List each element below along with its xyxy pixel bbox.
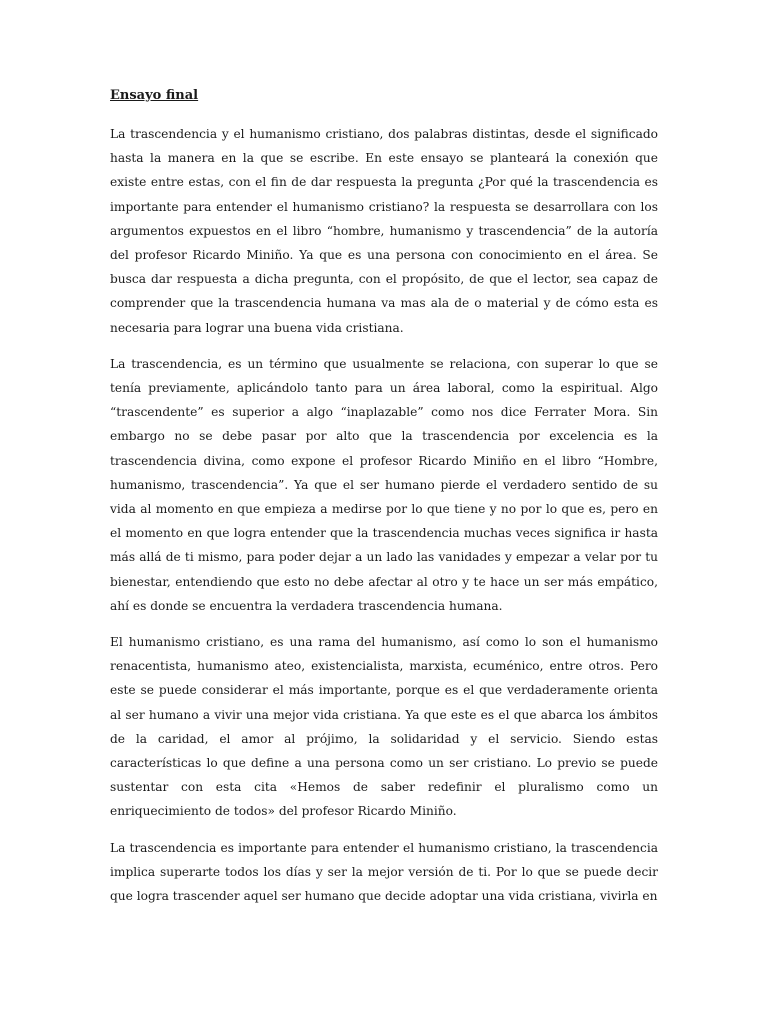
- document-title: Ensayo final: [110, 88, 199, 103]
- paragraph-3: El humanismo cristiano, es una rama del humanismo, así como lo son el humanismo renacentista, humanismo ateo, existencialista, marxista, ecuménico, entre otros. Pero este se puede considerar el más importante, porque es el que verdaderamente orienta al ser humano a vivir una mejor vida cristiana. Ya que este es el que abarca los ámbitos de la caridad, el amor al prójimo, la solidaridad y el servicio. Siendo estas características lo que define a una persona como un ser cristiano. Lo previo se puede sustentar con esta cita «Hemos de saber redefinir el pluralismo como un enriquecimiento de todos» del profesor Ricardo Miniño.: [110, 635, 658, 819]
- paragraph-2: La trascendencia, es un término que usualmente se relaciona, con superar lo que se tenía previamente, aplicándolo tanto para un área laboral, como la espiritual. Algo “trascendente” es superior a algo “inaplazable” como nos dice Ferrater Mora. Sin embargo no se debe pasar por alto que la trascendencia por excelencia es la trascendencia divina, como expone el profesor Ricardo Miniño en el libro “Hombre, humanismo, trascendencia”. Ya que el ser humano pierde el verdadero sentido de su vida al momento en que empieza a medirse por lo que tiene y no por lo que es, pero en el momento en que logra entender que la trascendencia muchas veces significa ir hasta más allá de ti mismo, para poder dejar a un lado las vanidades y empezar a velar por tu bienestar, entendiendo que esto no debe afectar al otro y te hace un ser más empático, ahí es donde se encuentra la verdadera trascendencia humana.: [110, 356, 658, 613]
- paragraph-4: La trascendencia es importante para entender el humanismo cristiano, la trascendencia implica superarte todos los días y ser la mejor versión de ti. Por lo que se puede decir que logra trascender aquel ser humano que decide adoptar una vida cristiana, vivirla en: [110, 840, 658, 904]
- paragraph-1: La trascendencia y el humanismo cristiano, dos palabras distintas, desde el significado hasta la manera en la que se escribe. En este ensayo se planteará la conexión que existe entre estas, con el fin de dar respuesta la pregunta ¿Por qué la trascendencia es importante para entender el humanismo cristiano? la respuesta se desarrollara con los argumentos expuestos en el libro “hombre, humanismo y trascendencia” de la autoría del profesor Ricardo Miniño. Ya que es una persona con conocimiento en el área. Se busca dar respuesta a dicha pregunta, con el propósito, de que el lector, sea capaz de comprender que la trascendencia humana va mas ala de o material y de cómo esta es necesaria para lograr una buena vida cristiana.: [110, 127, 658, 335]
